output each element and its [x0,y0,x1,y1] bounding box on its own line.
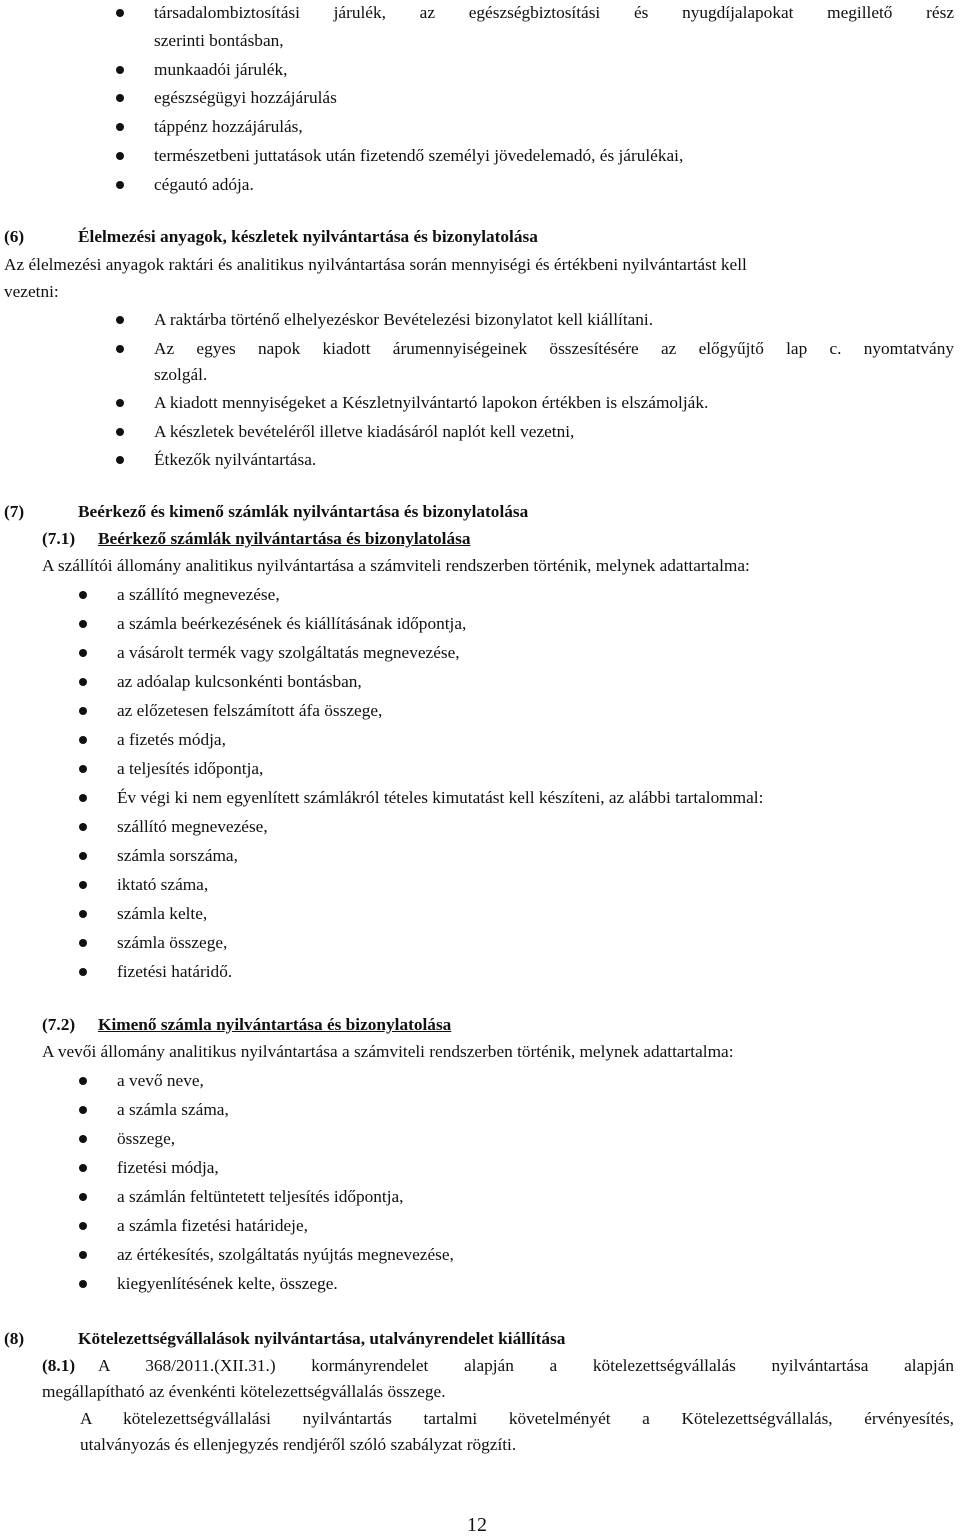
bullet [79,707,87,715]
bullet [79,1251,87,1259]
list-item: számla sorszáma, [117,846,238,865]
bullet [79,1106,87,1114]
bullet [79,649,87,657]
list-item: a számla száma, [117,1100,229,1119]
bullet [79,939,87,947]
bullet [79,794,87,802]
list-item: fizetési határidő. [117,962,233,981]
bullet [79,765,87,773]
bullet [79,881,87,889]
bullet [79,620,87,628]
paragraph-line: megállapítható az évenkénti kötelezettségvállalás összege. [42,1382,446,1401]
list-item: az előzetesen felszámított áfa összege, [117,701,383,720]
list-item: kiegyenlítésének kelte, összege. [117,1274,338,1293]
list-item: munkaadói járulék, [154,60,288,79]
bullet [79,1193,87,1201]
subsection-title: Kimenő számla nyilvántartása és bizonylatolása [98,1015,452,1034]
section-title: Beérkező és kimenő számlák nyilvántartása és bizonylatolása [78,502,529,521]
page-number: 12 [467,1514,487,1536]
list-item: cégautó adója. [154,175,254,194]
bullet [116,123,124,131]
list-item: a vásárolt termék vagy szolgáltatás megnevezése, [117,643,460,662]
list-item: természetbeni juttatások után fizetendő személyi jövedelemadó, és járulékai, [154,146,684,165]
list-item-continuation: szerinti bontásban, [154,31,284,50]
section-title: Kötelezettségvállalások nyilvántartása, utalványrendelet kiállítása [78,1329,566,1348]
list-item: számla összege, [117,933,228,952]
subsection-number: (7.1) [42,529,76,548]
bullet [79,591,87,599]
list-item: A készletek bevételéről illetve kiadásáról naplót kell vezetni, [154,422,575,441]
bullet [116,456,124,464]
bullet [116,399,124,407]
bullet [116,428,124,436]
list-item: összege, [117,1129,176,1148]
list-item: Étkezők nyilvántartása. [154,450,317,469]
paragraph-line: vezetni: [4,282,59,301]
bullet [79,910,87,918]
list-item: fizetési módja, [117,1158,219,1177]
bullet [116,152,124,160]
list-item: Év végi ki nem egyenlített számlákról tételes kimutatást kell készíteni, az alábbi tartalommal: [117,788,764,807]
bullet [116,345,124,353]
list-item: A kiadott mennyiségeket a Készletnyilvántartó lapokon értékben is elszámolják. [154,393,709,412]
bullet [116,66,124,74]
paragraph-line: A vevői állomány analitikus nyilvántartása a számviteli rendszerben történik, melynek adattartalma: [42,1042,734,1061]
list-item: Az egyes napok kiadott árumennyiségeinek összesítésére az előgyűjtő lap c. nyomtatvány [154,339,954,358]
list-item: a számla beérkezésének és kiállításának időpontja, [117,614,467,633]
bullet [79,1164,87,1172]
paragraph-line: utalványozás és ellenjegyzés rendjéről szóló szabályzat rögzíti. [80,1435,517,1454]
section-number: (8) [4,1329,25,1348]
bullet [116,181,124,189]
bullet [79,968,87,976]
bullet [79,736,87,744]
list-item: a számlán feltüntetett teljesítés időpontja, [117,1187,404,1206]
section-title: Élelmezési anyagok, készletek nyilvántartása és bizonylatolása [78,227,538,246]
paragraph-line: A szállítói állomány analitikus nyilvántartása a számviteli rendszerben történik, melynek adattartalma: [42,556,750,575]
bullet [116,9,124,17]
paragraph-line: A 368/2011.(XII.31.) kormányrendelet alapján a kötelezettségvállalás nyilvántartása alapján [98,1356,954,1375]
paragraph-line: Az élelmezési anyagok raktári és analitikus nyilvántartása során mennyiségi és értékbeni nyilvántartást kell [4,255,747,274]
subsection-number: (8.1) [42,1356,76,1375]
list-item: táppénz hozzájárulás, [154,117,303,136]
bullet [79,1280,87,1288]
list-item: az értékesítés, szolgáltatás nyújtás megnevezése, [117,1245,454,1264]
list-item: egészségügyi hozzájárulás [154,88,337,107]
list-item: a vevő neve, [117,1071,204,1090]
list-item: A raktárba történő elhelyezéskor Bevételezési bizonylatot kell kiállítani. [154,310,654,329]
bullet [79,1077,87,1085]
bullet [79,678,87,686]
bullet [79,852,87,860]
bullet [116,94,124,102]
list-item: iktató száma, [117,875,209,894]
list-item: az adóalap kulcsonkénti bontásban, [117,672,362,691]
list-item: a fizetés módja, [117,730,226,749]
bullet [79,823,87,831]
bullet [79,1135,87,1143]
list-item: számla kelte, [117,904,208,923]
list-item: a teljesítés időpontja, [117,759,264,778]
bullet [79,1222,87,1230]
subsection-number: (7.2) [42,1015,76,1034]
paragraph-line: A kötelezettségvállalási nyilvántartás tartalmi követelményét a Kötelezettségvállalás, érvényesítés, [80,1409,954,1428]
section-number: (6) [4,227,25,246]
list-item: a szállító megnevezése, [117,585,280,604]
list-item-continuation: szolgál. [154,365,208,384]
list-item: szállító megnevezése, [117,817,268,836]
bullet [116,316,124,324]
section-number: (7) [4,502,25,521]
list-item: a számla fizetési határideje, [117,1216,308,1235]
list-item: társadalombiztosítási járulék, az egészségbiztosítási és nyugdíjalapokat megillető rész [154,3,954,22]
subsection-title: Beérkező számlák nyilvántartása és bizonylatolása [98,529,471,548]
